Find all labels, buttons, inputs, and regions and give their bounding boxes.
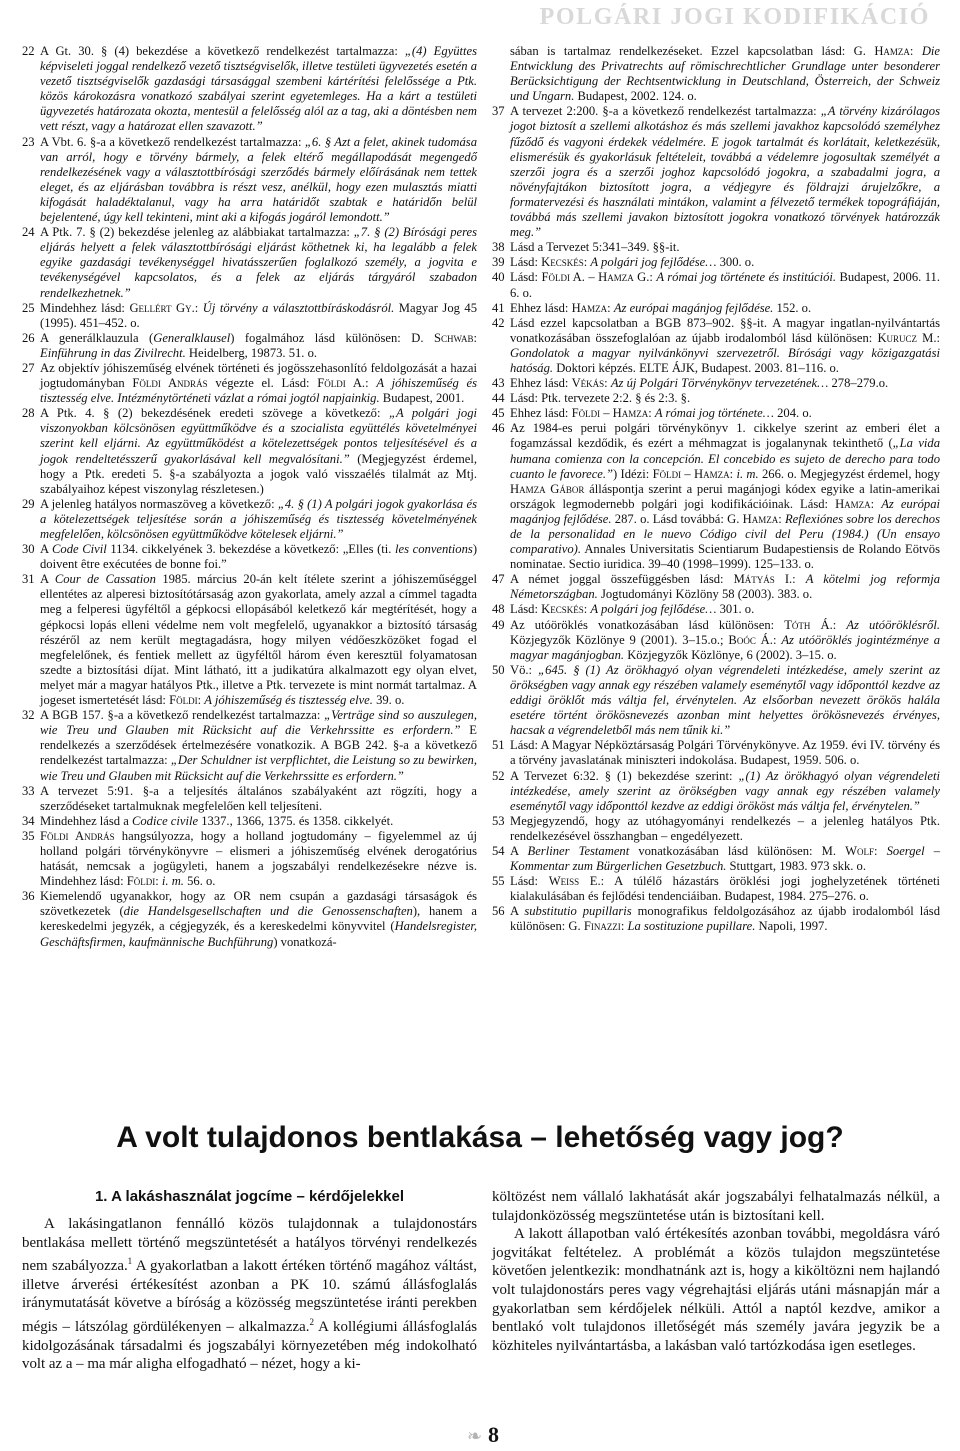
footnote-25: 25 Mindehhez lásd: Gellért Gy.: Új törvény a választottbíráskodásról. Magyar Jog 45 (1995). 451–452. o. [22, 300, 478, 330]
footnote-42: 42 Lásd ezzel kapcsolatban a BGB 873–902. §§-it. A magyar ingatlan-nyilvántartás vonatkozásában összefoglalóan az újabb irodalomból lásd különösen: Kurucz M.: Gondolatok a magyar nyilvánkönyvi szervezetről. Bírósági vagy közigazgatási hatóság. Doktori képzés. ELTE ÁJK, Budapest. 2003. 81–116. o. [492, 315, 941, 375]
footnote-26: 26 A generálklauzula (Generalklausel) fogalmához lásd különösen: D. Schwab: Einführung in das Zivilrecht. Heidelberg, 19873. 51. o. [22, 330, 477, 360]
footnote-cont: sában is tartalmaz rendelkezéseket. Ezzel kapcsolatban lásd: G. Hamza: Die Entwicklung des Privatrechts auf römischrechtlicher Grundlage unter besonderer Berücksichtigung der Rechtsentwicklung in Deutschland, Österreich, der Schweiz und Ungarn. Budapest, 2002. 124. o. [510, 44, 940, 104]
footnote-45: 45 Ehhez lásd: Földi – Hamza: A római jog története… 204. o. [492, 406, 812, 421]
footnote-37: 37 A tervezet 2:200. §-a a következő rendelkezést tartalmazza: „A törvény kizárólagos jogot biztosít a szellemi alkotáshoz és más szellemi javakhoz kapcsolódó személyhez fűződő és vagyoni érdekek védelmére. E jogok tartalmát és korlátait, keletkezésük, elismerésük és gyakorlásuk feltételeit, továbbá a védelemre jogosultak személyét a szerzői jogra és a szerzői joghoz kapcsolódó jogokra, a szabadalmi jogra, a növényfajtákon biztosított jogra, a védjegyre és földrajzi árujelzőkre, a formatervezési és használati mintákon, valamint a félvezető termékek topográfiáján, továbbá más szellemi javakon biztosított jogokra vonatkozó törvények határozzák meg.” [492, 104, 940, 240]
footnote-number: 38 [492, 240, 505, 255]
footnote-number: 47 [492, 572, 505, 587]
footnote-55: 55 Lásd: Weiss E.: A túlélő házastárs öröklési jogi joghelyzetének történeti kialakulásában és fejlődési tendenciáiban. Budapest, 1984. 275–276. o. [492, 874, 940, 904]
footnote-27: 27 Az objektív jóhiszeműség elvének történeti és jogösszehasonlító feldolgozását a hazai jogtudományban Földi András végezte el. Lásd: Földi A.: A jóhiszeműség és tisztesség elve. Intézménytörténeti vázlat a római jogtól napjainkig. Budapest, 2001. [22, 360, 477, 406]
page-footer [0, 1422, 960, 1448]
footnote-39: 39 Lásd: Kecskés: A polgári jog fejlődése… 300. o. [492, 255, 755, 270]
footnote-number: 22 [22, 44, 35, 58]
section-heading: 1. A lakáshasználat jogcíme – kérdőjelekkel [94, 1188, 405, 1205]
footnotes-right-column [492, 44, 940, 935]
footnote-number: 46 [492, 421, 505, 436]
footnotes-left-column [22, 44, 477, 950]
footnote-49: 49 Az utóöröklés vonatkozásában lásd különösen: Tóth Á.: Az utóöröklésről. Közjegyzők Közlönye 9 (2001). 3–15.o.; Boóc Á.: Az utóöröklés jogintézménye a magyar magánjogban. Közjegyzők Közlönye, 6 (2002). 3–15. o. [492, 617, 940, 662]
footnote-number: 56 [492, 904, 505, 919]
footnote-number: 45 [492, 406, 505, 421]
footnote-number: 36 [22, 889, 35, 904]
footnote-number: 34 [22, 813, 35, 828]
footnote-number: 32 [22, 708, 35, 723]
footnote-number: 52 [492, 768, 505, 783]
footnote-number: 53 [492, 813, 505, 828]
footnote-52: 52 A Tervezet 6:32. § (1) bekezdése szerint: „(1) Az örökhagyó olyan végrendeleti intézkedése, amely szerint az örökségben vagy annak egy részében valamely eseménytől vagy időponttól kezdve az eddigi örököst más váltja fel, érvénytelen.” [492, 768, 940, 813]
footnote-number: 50 [492, 662, 505, 677]
footnote-number: 42 [492, 315, 505, 330]
article-body-left: A lakásingatlanon fennálló közös tulajdonnak a tulajdonostárs bentlakása mellett történő megszüntetését a hatályos törvényi rendelkezés nem szabályozza.$^1$ A gyakorlatban a lakott értéken történő magához váltást, illetve árverési értékesítést azonban a PK 10. számú állásfoglalás iránymutatását követve a bíróság a közösség megszüntetése iránti perekben mégis – látszólag gördülékenyen – alkalmazza.$^2$ A kollégiumi állásfoglalás kidolgozásának társadalmi és jogszabályi környezetében még indokolható volt az a – ma már aligha elfogadható – nézet, hogy a ki- [22, 1216, 477, 1373]
footnote-56: 56 A substitutio pupillaris monografikus feldolgozásához az újabb irodalomból lásd különösen: G. Finazzi: La sostituzione pupillare. Napoli, 1997. [492, 904, 940, 934]
footnote-34: 34 Mindehhez lásd a Codice civile 1337., 1366, 1375. és 1358. cikkelyét. [22, 813, 394, 828]
footnote-29: 29 A jelenleg hatályos normaszöveg a következő: „4. § (1) A polgári jogok gyakorlása és a kötelezettségek teljesítése során a jóhiszeműség és tisztesség követelményének megfelelően, kölcsönösen együttműködve kötelesek eljárni.” [22, 496, 477, 541]
footnote-number: 37 [492, 104, 505, 119]
footnote-35: 35 Földi András hangsúlyozza, hogy a holland jogtudomány – figyelemmel az új holland polgári törvénykönyvre – elismeri a jóhiszeműség elvének derogatórius hatását, nemcsak a jogügyleti, hanem a jogszabályi rendelkezésekre nézve is. Mindehhez lásd: Földi: i. m. 56. o. [22, 828, 477, 889]
footnote-number: 29 [22, 496, 35, 511]
footnote-number: 40 [492, 270, 505, 285]
footnote-36: 36 Kiemelendő ugyanakkor, hogy az OR nem csupán a gazdasági társaságok és szövetkezetek (die Handelsgesellschaften und die Genossenschaften), hanem a kereskedelmi jegyzék, a cégjegyzék, és a kereskedelmi könyvvitel (Handelsregister, Geschäftsfirmen, kaufmännische Buchführung) vonatkozá- [22, 889, 477, 949]
footnote-number: 39 [492, 255, 505, 270]
ornament-icon: ❧ [466, 1426, 483, 1446]
footnote-number: 54 [492, 843, 505, 858]
footnote-number: 27 [22, 360, 35, 375]
footnote-46: 46 Az 1984-es perui polgári törvénykönyv 1. cikkelye szerint az emberi élet a fogamzással kezdődik, és ezért a méhmagzat is jogalanynak tekinthető („La vida humana comienza con la concepción. El concebido es sujeto de derecho para todo cuanto le favorece.”) Idézi: Földi – Hamza: i. m. 266. o. Megjegyzést érdemel, hogy Hamza Gábor álláspontja szerint a perui magánjogi kódex egyike a latin-amerikai országok legmodernebb polgári jogi kodifikációinak. Lásd: Hamza: Az európai magánjog fejlődése. 287. o. Lásd továbbá: G. Hamza: Reflexiónes sobre los derechos de la personalidad en le nuevo Código civil del Peru (1984.) (Un ensayo comparativo). Annales Universitatis Scientiarum Budapestiensis de Rolando Eötvös nominatae. Sectio iuridica. 39–40 (1998–1999). 125–133. o. [492, 421, 941, 572]
footnote-number: 43 [492, 376, 505, 391]
article-title: A volt tulajdonos bentlakása – lehetőség vagy jog? [116, 1121, 844, 1154]
article-body-right: költözést nem vállaló lakhatását akár jogszabályi felhatalmazás nélkül, a tulajdonközösség megszüntetése után is biztosítani kell. A lakott állapotban való értékesítés azonban további, megoldásra váró jogvitákat feltételez. A problémát a közös tulajdon megszüntetése követően jelentkezik: mondhatnánk azt is, hogy a kiköltözni nem hajlandó volt tulajdonostárs peres vagy végrehajtási eljárás utáni másnapján már a gyakorlatban sem kérdőjelek nélküli. Attól a naptól kezdve, amikor a bentlakó volt tulajdonos illetőségét más személy javára jegyzik be a közhiteles nyilvántartásba, a lakásban való tartózkodása igen esetleges. [492, 1189, 940, 1354]
footnote-48: 48 Lásd: Kecskés: A polgári jog fejlődése… 301. o. [492, 602, 755, 617]
footnote-40: 40 Lásd: Földi A. – Hamza G.: A római jog története és institúciói. Budapest, 2006. 11. 6. o. [492, 270, 940, 300]
page-number: 8 [488, 1422, 500, 1447]
footnote-53: 53 Megjegyzendő, hogy az utóhagyományi rendelkezés – a jelenleg hatályos Ptk. rendelkezésével összhangban – engedélyezett. [492, 813, 940, 843]
footnote-number: 51 [492, 738, 505, 753]
footnote-number: 28 [22, 406, 35, 421]
footnote-32: 32 A BGB 157. §-a a következő rendelkezést tartalmazza: „Verträge sind so auszulegen, wie Treu und Glauben mit Rücksicht auf die Verkehrssitte es erfordern.” E rendelkezés a szerződések értelmezésére vonatkozik. A BGB 242. §-a a következő rendelkezést tartalmazza: „Der Schuldner ist verpflichtet, die Leistung so zu bewirken, wie Treu und Glauben mit Rücksicht auf die Verkehrssitte es erfordern.” [22, 708, 478, 783]
footnote-number: 25 [22, 300, 35, 315]
footnote-28: 28 A Ptk. 4. § (2) bekezdésének eredeti szövege a következő: „A polgári jogi viszonyokban kölcsönösen együttműködve és a szocialista együttélés követelményei szerint kell eljárni. Az együttműködést a kötelezettségek pontos teljesítésével és a jogok rendeltetésszerű gyakorlásával kell megvalósítani.” (Megjegyzést érdemel, hogy a Ptk. eredeti 5. §-a szabályozta a jogok való visszaélés tilalmát az Mtj. szabályaihoz képest viszonylag részletesen.) [22, 406, 477, 496]
footnote-33: 33 A tervezet 5:91. §-a a teljesítés általános szabályaként azt rögzíti, hogy a szerződéseket tartalmuknak megfelelően kell teljesíteni. [22, 783, 477, 813]
footnote-number: 23 [22, 134, 35, 149]
footnote-54: 54 A Berliner Testament vonatkozásában lásd különösen: M. Wolf: Soergel – Kommentar zum Bürgerlichen Gesetzbuch. Stuttgart, 1983. 973 skk. o. [492, 843, 940, 874]
footnote-number: 41 [492, 300, 505, 315]
footnote-number: 35 [22, 828, 35, 843]
footnote-number: 31 [22, 572, 35, 587]
footnote-number: 26 [22, 330, 35, 345]
journal-title: POLGÁRI JOGI KODIFIKÁCIÓ [539, 4, 930, 30]
footnote-number: 33 [22, 783, 35, 798]
footnote-number: 55 [492, 874, 505, 889]
footnote-23: 23 A Vbt. 6. §-a a következő rendelkezést tartalmazza: „6. § Azt a felet, akinek tudomása van arról, hogy e törvény bármely, a felek eltérő megállapodását megengedő rendelkezésének vagy a választottbírósági szerződés bármely előírásának nem tettek eleget, és az eljárásban továbbra is részt vesz, anélkül, hogy ezen mulasztás miatti kifogását haladéktalanul, vagy ha arra határidőt szabtak e határidőn belül bejelentené, úgy kell tekinteni, mint aki a kifogás jogáról lemondott.” [22, 134, 477, 225]
footnote-number: 24 [22, 225, 35, 240]
footnote-30: 30 A Code Civil 1134. cikkelyének 3. bekezdése a következő: „Elles (ti. les conventions) doivent être exécutées de bonne foi.” [22, 542, 478, 572]
footnote-47: 47 A német joggal összefüggésben lásd: Mátyás I.: A kötelmi jog reformja Németországban. Jogtudományi Közlöny 58 (2003). 383. o. [492, 572, 941, 602]
footnote-41: 41 Ehhez lásd: Hamza: Az európai magánjog fejlődése. 152. o. [492, 300, 812, 315]
footnote-44: 44 Lásd: Ptk. tervezete 2:2. § és 2:3. §. [492, 391, 691, 406]
footnote-number: 49 [492, 617, 505, 632]
footnote-number: 30 [22, 542, 35, 557]
footnote-50: 50 Vö.: „645. § (1) Az örökhagyó olyan végrendeleti intézkedése, amely szerint az örökségben vagy annak egy részében valamely eseménytől vagy időponttól kezdve az eddigi öröklőt más váltja fel, érvénytelen. Az elsőorban nevezett örökös halála esetére történt örökösnevezés azonban mint helyettes örökösnevezés érvényes, hacsak a végrendeletből más nem tűnik ki.” [492, 662, 940, 738]
running-header [0, 0, 960, 40]
footnote-number: 48 [492, 602, 505, 617]
footnote-43: 43 Ehhez lásd: Vékás: Az új Polgári Törvénykönyv tervezetének… 278–279.o. [492, 376, 889, 391]
footnote-31: 31 A Cour de Cassation 1985. március 20-án kelt ítélete szerint a jóhiszeműséggel ellentétes az alperesi biztosítótársaság azon gyakorlata, amely azzal a címmel tagadta meg a felperesi ügyféltől a gépkocsi ellopásából keletkező kár megtérítését, hogy a gépkocsi lopás elleni védelme nem volt megfelelő, ugyanakkor a biztosító társaság részéről az nem került megtagadásra, hogy milyen védőeszközöket fogad el megfelelőnek, és fentiek mellett az ügyféltől három éven keresztül folyamatosan szedte a biztosítási díjat. Mint látható, itt a judikatúra alkalmazott egy olyan elvet, melyet már a magyar hatályos Ptk., illetve a Ptk. tervezete is mint normát tartalmaz. A jogeset ismertetését lásd: Földi: A jóhiszeműség és tisztesség elve. 39. o. [22, 572, 477, 708]
footnote-24: 24 A Ptk. 7. § (2) bekezdése jelenleg az alábbiakat tartalmazza: „7. § (2) Bírósági peres eljárás helyett a felek választottbírósági eljárást köthetnek ki, ha legalább a felek egyike gazdasági tevékenységgel hivatásszerűen foglalkozó személy, a jogvita e tevékenységével kapcsolatos, és a felek az eljárás tárgyáról szabadon rendelkezhetnek.” [22, 225, 478, 300]
footnote-22: 22 A Gt. 30. § (4) bekezdése a következő rendelkezést tartalmazza: „(4) Együttes képviseleti joggal rendelkező vezető tisztségviselők, illetve testületi ügyvezetés esetén a vezető tisztségviselők gazdasági társasággal szembeni kártérítési felelőssége a Ptk. közös károkozásra vonatkozó szabályai szerint egyetemleges. Ha a kárt a testületi ügyvezetés határozata okozta, mentesül a felelősség alól az a tag, aki a döntésben nem vett részt, vagy a határozat ellen szavazott.” [22, 44, 478, 134]
footnote-number: 44 [492, 391, 505, 406]
footnote-38: 38 Lásd a Tervezet 5:341–349. §§-it. [492, 240, 680, 255]
footnote-51: 51 Lásd: A Magyar Népköztársaság Polgári Törvénykönyve. Az 1959. évi IV. törvény és a törvény javaslatának miniszteri indokolása. Budapest, 1959. 506. o. [492, 738, 940, 768]
